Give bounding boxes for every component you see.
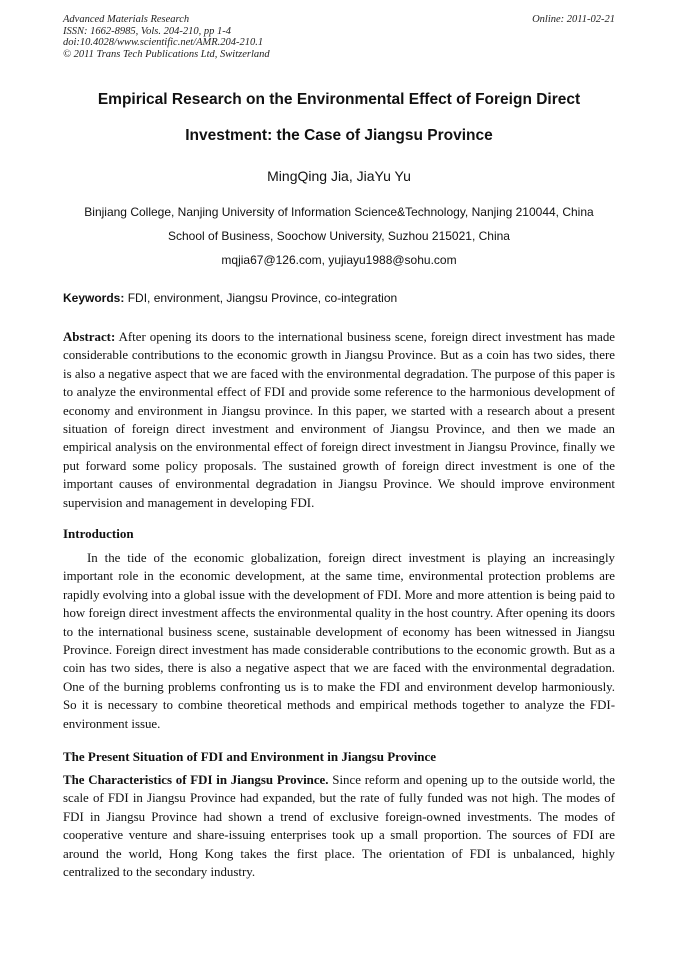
paper-title-line-1: Empirical Research on the Environmental Effect of Foreign Direct — [97, 91, 581, 108]
paper-title-line-2: Investment: the Case of Jiangsu Province — [185, 127, 493, 144]
copyright-line: © 2011 Trans Tech Publications Ltd, Switzerland — [63, 48, 270, 60]
subsection-heading-characteristics: The Characteristics of FDI in Jiangsu Province. — [63, 773, 329, 787]
issn-line: ISSN: 1662-8985, Vols. 204-210, pp 1-4 — [63, 25, 231, 37]
doi-line: doi:10.4028/www.scientific.net/AMR.204-210.1 — [63, 37, 264, 48]
section-heading-introduction: Introduction — [63, 526, 134, 541]
abstract — [63, 328, 615, 512]
keywords — [63, 291, 615, 305]
author-emails: mqjia67@126.com, yujiayu1988@sohu.com — [221, 253, 457, 267]
abstract-text: After opening its doors to the international business scene, foreign direct investment has made considerable contributions to the economic growth in Jiangsu Province. But as a coin has two sides, there is also a negative aspect that we are faced with the environmental degradation. The purpose of this paper is to analyze the environmental effect of FDI and provide some reference to the harmonious development of economy and environment in Jiangsu province. In this paper, we started with a research about a present situation of foreign direct investment and environment of Jiangsu Province, and then we made an empirical analysis on the environmental effect of foreign direct investment in Jiangsu Province, finally we put forward some policy proposals. The sustained growth of foreign direct investment is one of the important causes of environmental degradation in Jiangsu Province. We should improve environment supervision and management in developing FDI. — [63, 330, 616, 510]
affiliation-1: Binjiang College, Nanjing University of Information Science&Technology, Nanjing 210044, China — [84, 205, 594, 219]
keywords-text: FDI, environment, Jiangsu Province, co-integration — [127, 291, 398, 305]
journal-name: Advanced Materials Research — [63, 14, 190, 25]
abstract-label: Abstract: — [63, 330, 116, 344]
introduction-paragraph: In the tide of the economic globalization, foreign direct investment is playing an increasingly important role in the economic development, at the same time, environmental protection problems are rapidly evolving into a global issue with the development of FDI. More and more attention is being paid to how foreign direct investment affects the environmental quality in the host country. After opening its doors to the international business scene, sustainable development of economy has been witnessed in Jiangsu Province. Foreign direct investment has made considerable contributions to the economic growth. But as a coin has two sides, there is also a negative aspect that we are faced with the environmental degradation. One of the burning problems confronting us is to make the FDI and environment develop harmoniously. So it is necessary to combine theoretical methods and empirical methods together to analyze the FDI-environment issue. — [63, 551, 615, 731]
present-situation-paragraph — [63, 771, 615, 881]
affiliation-2: School of Business, Soochow University, Suzhou 215021, China — [168, 229, 510, 243]
present-situation-text: Since reform and opening up to the outside world, the scale of FDI in Jiangsu Province had expanded, but the rate of fully funded was not high. The modes of FDI in Jiangsu Province had shown a trend of exclusive foreign-owned investments. The modes of cooperative venture and share-issuing enterprises took up a small proportion. The sources of FDI are around the world, Hong Kong takes the first place. The orientation of FDI is unbalanced, highly centralized to the secondary industry. — [63, 773, 615, 880]
journal-metadata — [63, 14, 615, 60]
keywords-label: Keywords: — [63, 291, 125, 305]
section-heading-present-situation: The Present Situation of FDI and Environment in Jiangsu Province — [63, 749, 437, 764]
author-list: MingQing Jia, JiaYu Yu — [267, 168, 411, 184]
online-date: Online: 2011-02-21 — [532, 14, 615, 25]
